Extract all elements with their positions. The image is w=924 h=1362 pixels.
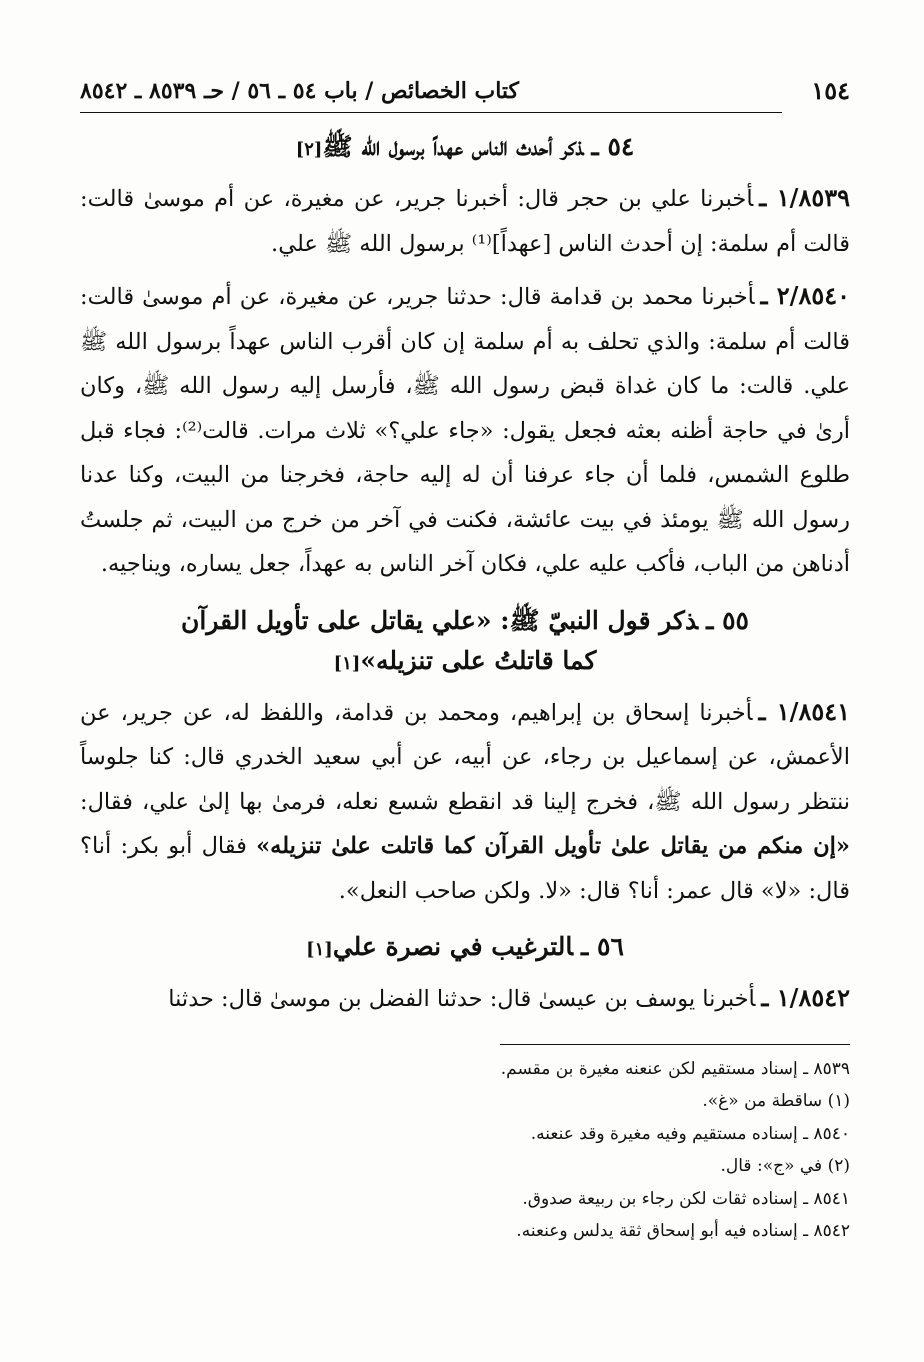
footnotes xyxy=(80,1053,850,1248)
section-number: ٥٥ ـ xyxy=(706,605,749,635)
section-heading-54 xyxy=(80,127,850,170)
section-title: ذكر أحدث الناس عهداً برسول الله ﷺ xyxy=(322,132,584,161)
hadith-number: ١/٨٥٣٩ ـ xyxy=(759,183,850,212)
section-ref: [١] xyxy=(306,939,333,960)
section-ref: [١] xyxy=(333,652,361,674)
footnote: ٨٥٣٩ ـ إسناد مستقيم لكن عنعنه مغيرة بن مقسم. xyxy=(500,1058,850,1079)
hadith-number: ١/٨٥٤٢ ـ xyxy=(761,983,850,1012)
hadith-text: أخبرنا علي بن حجر قال: أخبرنا جرير، عن مغيرة، عن أم موسىٰ قالت: قالت أم سلمة: إن أحدث الناس [عهداً]⁽¹⁾ برسول الله ﷺ علي. xyxy=(80,186,850,257)
footnote: ٨٥٤١ ـ إسناده ثقات لكن رجاء بن ربيعة صدوق. xyxy=(522,1188,850,1209)
hadith-text: أخبرنا محمد بن قدامة قال: حدثنا جرير، عن مغيرة، عن أم موسىٰ قالت: قالت أم سلمة: والذي تحلف به أم سلمة إن كان أقرب الناس عهداً برسول الله ﷺ علي. قالت: ما كان غداة قبض رسول الله ﷺ، فأرسل إليه رسول الله ﷺ، وكان أرىٰ في حاجة أظنه بعثه فجعل يقول: «جاء علي؟» ثلاث مرات. قالت⁽²⁾: فجاء قبل طلوع الشمس، فلما أن جاء عرفنا أن له إليه حاجة، فخرجنا من البيت، وكنا عدنا رسول الله ﷺ يومئذ في بيت عائشة، فكنت في آخر من خرج من البيت، ثم جلستُ أدناهن من الباب، فأكب عليه علي، فكان آخر الناس به عهداً، جعل يساره، ويناجيه. xyxy=(80,284,850,577)
page-number: ١٥٤ xyxy=(811,76,850,105)
footnote: ٨٥٤٢ ـ إسناده فيه أبو إسحاق ثقة يدلس وعنعنه. xyxy=(516,1221,850,1241)
hadith-number: ١/٨٥٤١ ـ xyxy=(758,696,850,726)
section-title-line2: كما قاتلتُ على تنزيله» xyxy=(360,645,597,675)
book-page xyxy=(80,72,850,1342)
prophet-quote: «إن منكم من يقاتل علىٰ تأويل القرآن كما قاتلت علىٰ تنزيله» xyxy=(256,833,850,859)
section-title-line1: ذكر قول النبيّ ﷺ: «علي يقاتل على تأويل القرآن xyxy=(181,605,699,635)
footnote: ٨٥٤٠ ـ إسناده مستقيم وفيه مغيرة وقد عنعنه. xyxy=(530,1123,850,1144)
running-header xyxy=(80,72,850,113)
hadith-8542 xyxy=(80,976,850,1022)
section-number: ٥٦ ـ xyxy=(581,932,624,961)
section-heading-56 xyxy=(80,927,850,970)
running-title: كتاب الخصائص / باب ٥٤ ـ ٥٦ / حـ ٨٥٣٩ ـ ٨٥٤٢ xyxy=(80,78,527,104)
section-title: الترغيب في نصرة علي xyxy=(332,932,574,961)
section-ref: [٢] xyxy=(295,139,323,160)
hadith-text: أخبرنا يوسف بن عيسىٰ قال: حدثنا الفضل بن موسىٰ قال: حدثنا xyxy=(168,986,756,1012)
hadith-text-after: فقال أبو بكر: أنا؟ قال: «لا» قال عمر: أنا؟ قال: «لا. ولكن صاحب النعل». xyxy=(80,833,850,904)
section-heading-55 xyxy=(80,601,850,684)
hadith-8540 xyxy=(80,274,850,587)
hadith-8541 xyxy=(80,690,850,914)
hadith-text-before: أخبرنا إسحاق بن إبراهيم، ومحمد بن قدامة، واللفظ له، عن جرير، عن الأعمش، عن إسماعيل بن رجاء، عن أبيه، عن أبي سعيد الخدري قال: كنا جلوساً ننتظر رسول الله ﷺ، فخرج إلينا قد انقطع شسع نعله، فرمىٰ بها إلىٰ علي، فقال: xyxy=(80,699,850,815)
footnote: (٢) في «ج»: قال. xyxy=(720,1156,850,1176)
hadith-8539 xyxy=(80,176,850,266)
section-number: ٥٤ ـ xyxy=(591,132,635,161)
footnote-rule xyxy=(500,1044,850,1045)
hadith-number: ٢/٨٥٤٠ ـ xyxy=(760,281,850,310)
footnote: (١) ساقطة من «غ». xyxy=(702,1091,850,1111)
